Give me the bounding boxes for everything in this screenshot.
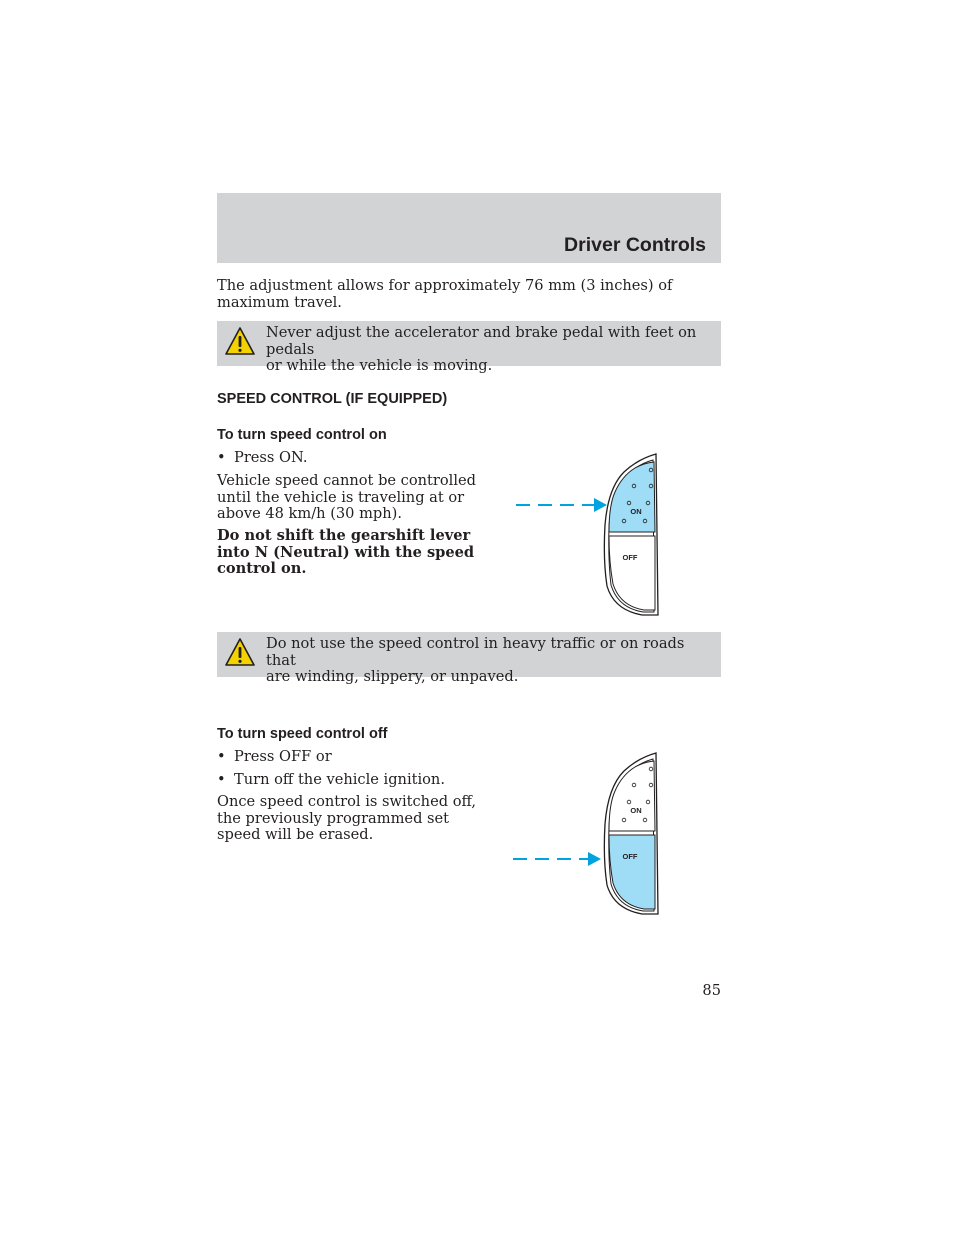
text-line: the previously programmed set [217,809,450,827]
warning-line: Never adjust the accelerator and brake pedal with feet on pedals [266,324,697,358]
speed-control-diagram-on [510,450,670,620]
warning-triangle-icon [224,325,256,357]
on-button[interactable] [609,462,655,532]
on-label: ON [630,806,642,815]
warning-line: or while the vehicle is moving. [266,357,493,374]
speed-control-diagram-off [510,749,670,919]
warning-text [266,636,713,686]
bullet-item [217,450,308,467]
text-line: Once speed control is switched off, [217,793,476,810]
warning-box-pedals [217,321,721,374]
intro-paragraph: The adjustment allows for approximately 76 mm (3 inches) of maximum travel. [217,277,673,311]
on-button[interactable] [609,761,655,831]
arrow-head-icon [594,498,607,512]
turn-off-description [217,794,477,844]
text-line: until the vehicle is traveling at or [217,488,465,506]
off-label: OFF [622,553,638,562]
text-line: above 48 km/h (30 mph). [217,505,403,522]
arrow-head-icon [588,852,601,866]
on-label: ON [630,507,642,516]
page-number: 85 [702,982,721,999]
warning-box-traffic [217,632,721,685]
bullet-dot: • [217,449,226,466]
warning-line: are winding, slippery, or unpaved. [266,668,519,685]
bullet-dot: • [217,771,226,788]
bullet-dot: • [217,748,226,765]
bullet-item [217,749,332,766]
bullet-text: Press ON. [234,449,308,466]
text-line: into N (Neutral) with the speed [217,543,475,561]
subheading-turn-on: To turn speed control on [217,427,387,443]
turn-on-caution [217,528,487,578]
warning-triangle-icon [224,636,256,668]
off-label: OFF [622,852,638,861]
section-title: SPEED CONTROL (IF EQUIPPED) [217,391,448,407]
text-line: control on. [217,560,307,577]
turn-on-description [217,473,477,523]
chapter-header [217,193,721,263]
bullet-text: Turn off the vehicle ignition. [234,771,445,788]
bullet-text: Press OFF or [234,748,332,765]
subheading-turn-off: To turn speed control off [217,726,388,742]
text-line: Do not shift the gearshift lever [217,527,471,544]
warning-line: Do not use the speed control in heavy traffic or on roads that [266,635,685,669]
text-line: Vehicle speed cannot be controlled [217,472,476,489]
bullet-item [217,772,445,789]
chapter-title: Driver Controls [564,234,706,256]
warning-text [266,325,713,375]
text-line: speed will be erased. [217,826,374,843]
